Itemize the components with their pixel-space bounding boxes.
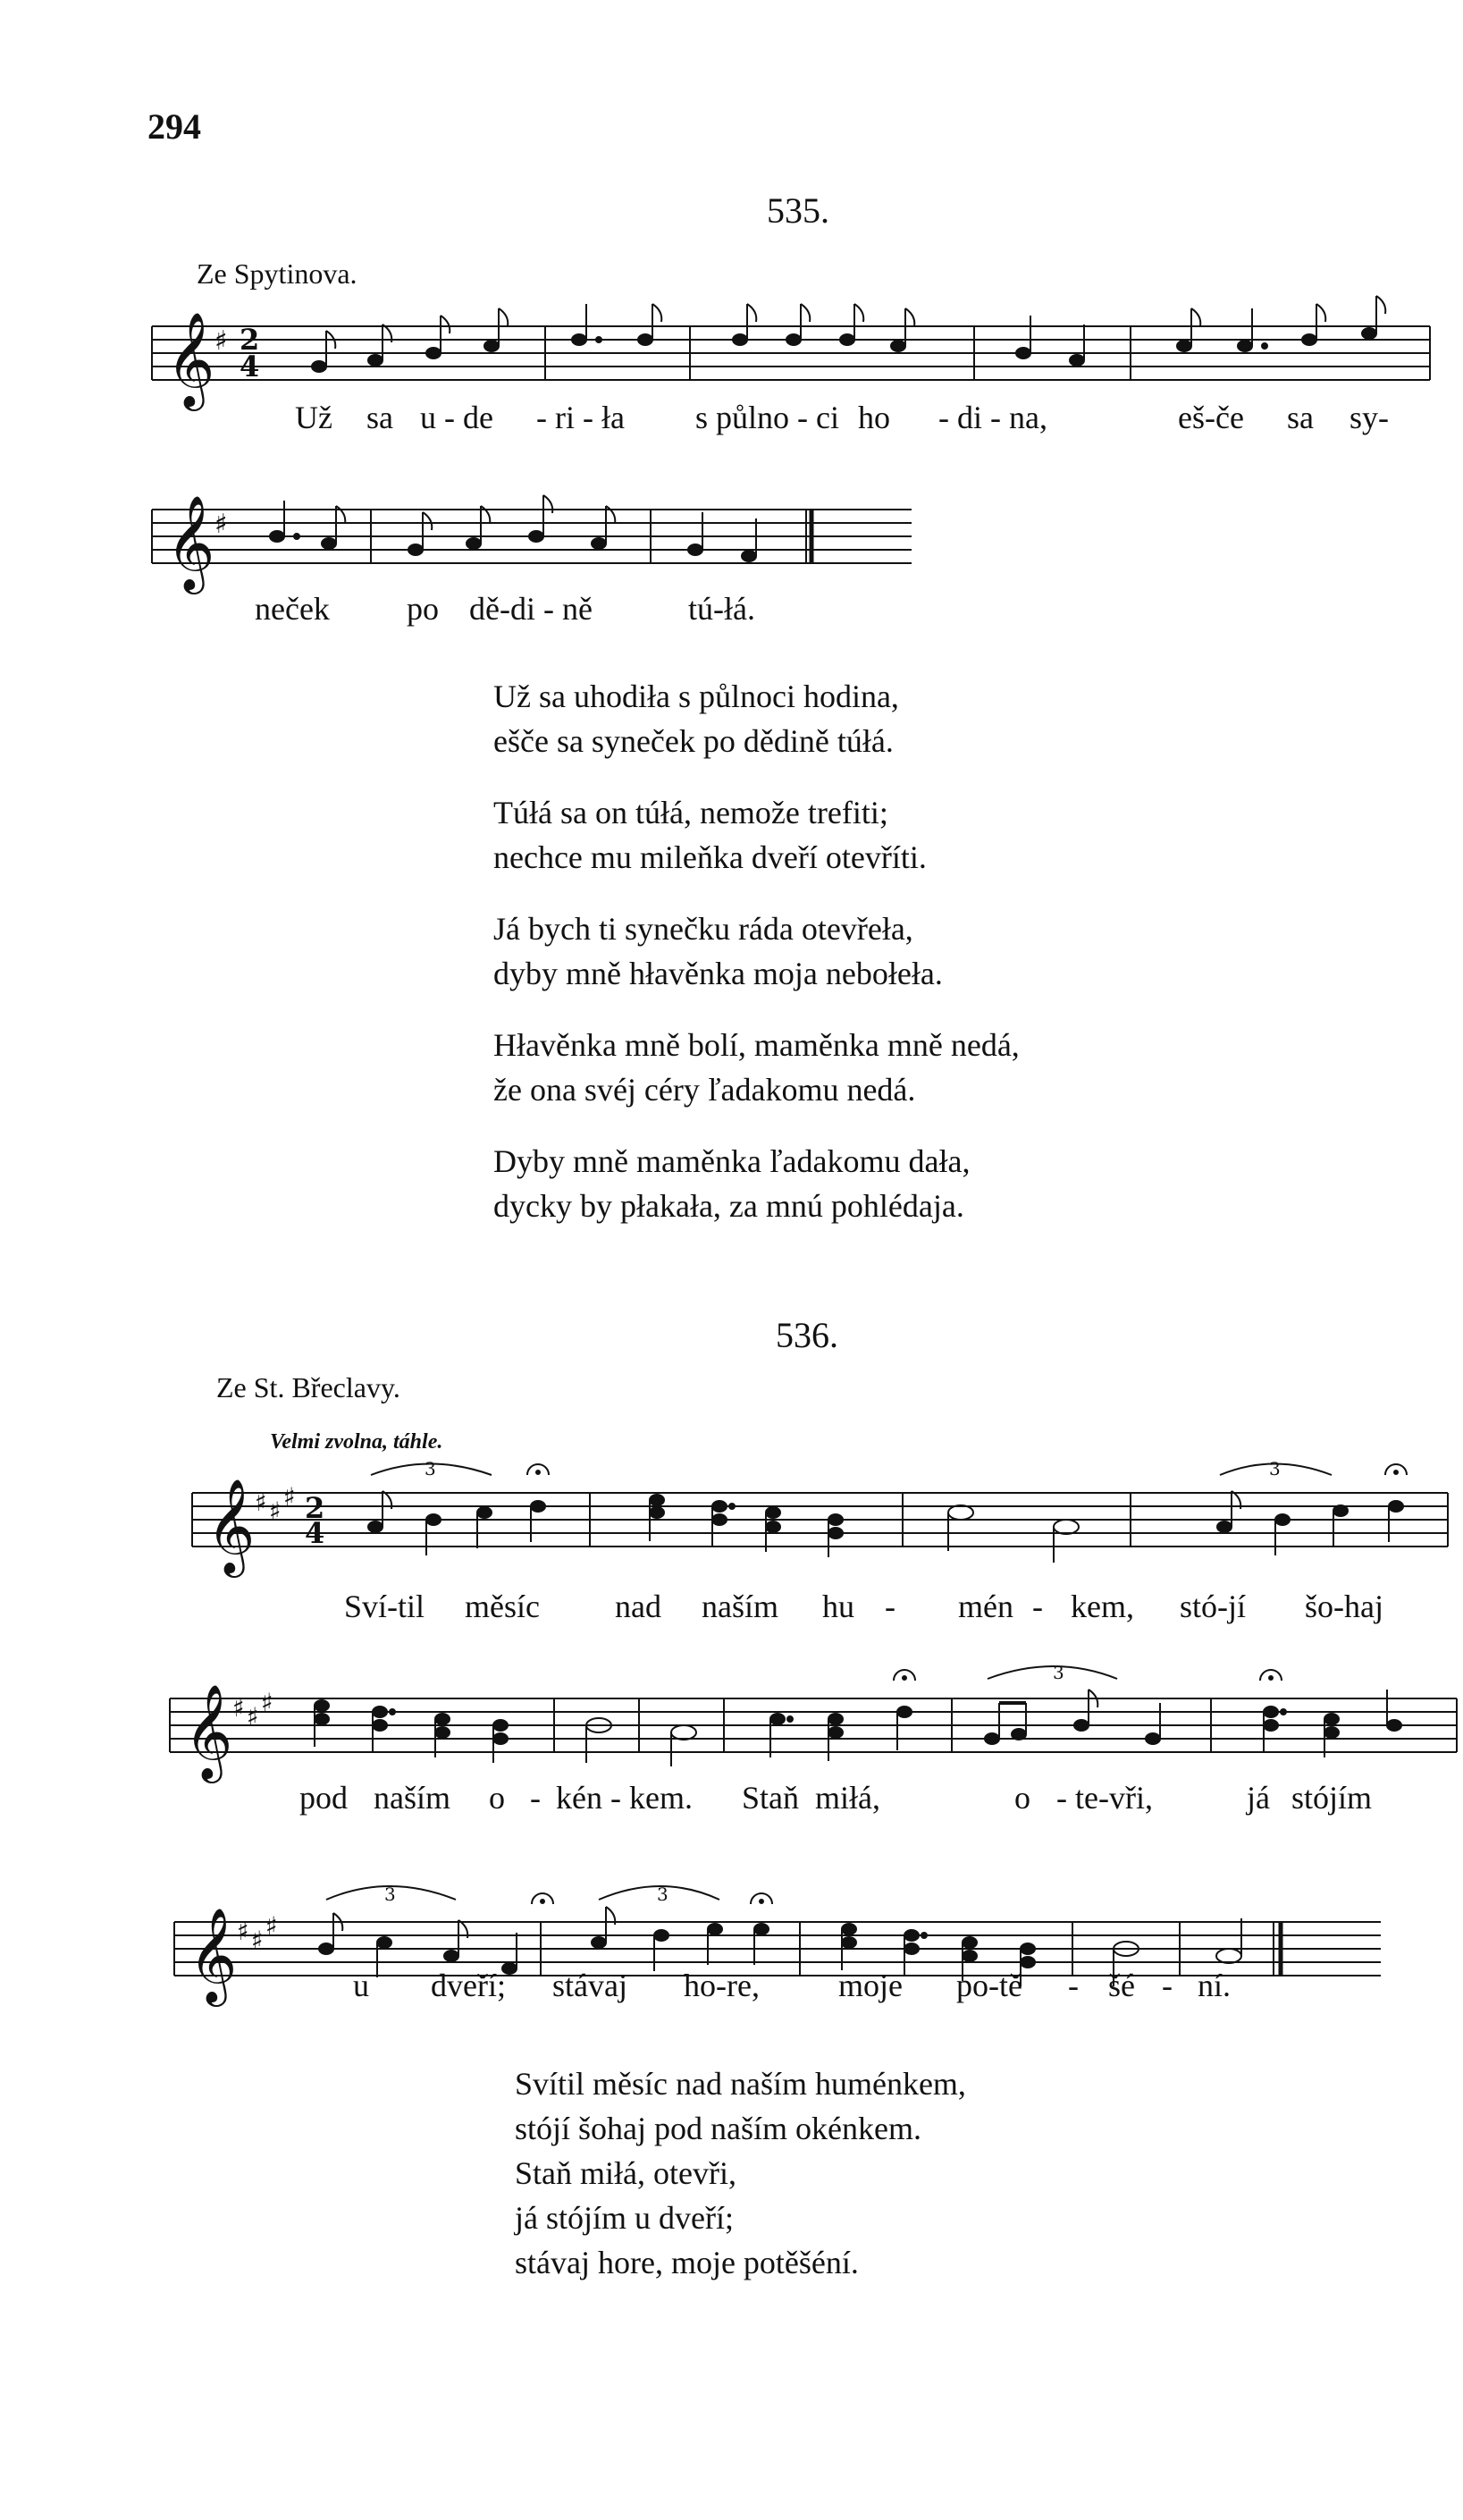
triplet-mark: 3 [1269, 1458, 1281, 1479]
stanza [493, 790, 1020, 880]
lyric-syllable: po [407, 591, 439, 627]
lyric-syllable: po-tě [956, 1968, 1022, 2003]
time-signature-bottom: 4 [305, 1516, 325, 1550]
page-number: 294 [147, 106, 201, 147]
lyric-syllable: Už [295, 400, 332, 435]
lyric-syllable: sy- [1349, 400, 1389, 435]
lyric-syllable: sa [1287, 400, 1314, 435]
lyric-syllable: stó-jí [1180, 1589, 1247, 1624]
lyric-syllable: - [1162, 1968, 1173, 2003]
lyric-syllable: u [353, 1968, 369, 2003]
lyric-syllable: o [489, 1780, 505, 1816]
stanza [493, 906, 1020, 996]
triplet-mark: 3 [1053, 1662, 1064, 1683]
music-staff [183, 1448, 1448, 1573]
triplet-mark: 3 [425, 1458, 436, 1479]
lyric-syllable: stójím [1291, 1780, 1373, 1816]
verse-line: nechce mu mileňka dveří otevříti. [493, 839, 927, 875]
lyric-syllable: o [1014, 1780, 1030, 1816]
lyric-syllable: stávaj [552, 1968, 627, 2003]
lyric-syllable: Sví-til [344, 1589, 425, 1624]
verse-line: stójí šohaj pod naším okénkem. [515, 2111, 921, 2146]
lyric-syllable: pod [299, 1780, 348, 1816]
verse-line: stávaj hore, moje potěšéní. [515, 2245, 859, 2280]
verse-line: Hłavěnka mně bolí, maměnka mně nedá, [493, 1027, 1020, 1063]
song-origin: Ze St. Břeclavy. [216, 1371, 400, 1403]
lyric-syllable: já [1247, 1780, 1270, 1816]
sharp-icon: ♯ [237, 1917, 249, 1946]
verse-block [515, 2061, 966, 2285]
lyric-syllable: šo-haj [1305, 1589, 1383, 1624]
sharp-icon: ♯ [232, 1693, 245, 1723]
verse-line: ešče sa syneček po dědině túłá. [493, 723, 894, 759]
treble-clef-icon: 𝄞 [184, 1683, 233, 1779]
verse-line: Dyby mně maměnka ľadakomu dała, [493, 1143, 971, 1179]
verse-line: dyby mně hłavěnka moja nebołeła. [493, 956, 943, 991]
triplet-mark: 3 [657, 1884, 668, 1905]
stanza [493, 1139, 1020, 1228]
stanza [515, 2061, 966, 2285]
lyric-syllable: neček [255, 591, 330, 627]
lyric-syllable: ho [858, 400, 890, 435]
verse-line: Už sa uhodiła s půlnoci hodina, [493, 678, 899, 714]
lyric-syllable: dě-di - ně [469, 591, 593, 627]
time-signature-top: 2 [240, 323, 260, 357]
sharp-icon: ♯ [247, 1702, 259, 1732]
stanza [493, 674, 1020, 763]
song-origin: Ze Spytinova. [197, 257, 357, 290]
lyric-syllable: s půlno - ci [695, 400, 839, 435]
verse-line: že ona svéj céry ľadakomu nedá. [493, 1072, 916, 1108]
lyric-syllable: moje [838, 1968, 903, 2003]
treble-clef-icon: 𝄞 [206, 1478, 256, 1573]
stanza [493, 1023, 1020, 1112]
verse-line: já stójím u dveří; [515, 2200, 734, 2236]
music-staff [143, 291, 1430, 407]
music-staff [143, 483, 912, 590]
lyric-syllable: ho-re, [684, 1968, 760, 2003]
lyric-syllable: - [530, 1780, 541, 1816]
lyric-syllable: Staň [742, 1780, 800, 1816]
song-number: 536. [776, 1315, 838, 1355]
lyric-syllable: miłá, [815, 1780, 880, 1816]
verse-line: dycky by płakała, za mnú pohlédaja. [493, 1188, 964, 1224]
song-number: 535. [767, 190, 829, 231]
lyric-syllable: měsíc [465, 1589, 540, 1624]
sharp-icon: ♯ [265, 1911, 278, 1941]
lyric-syllable: naším [702, 1589, 778, 1624]
lyric-syllable: - [885, 1589, 895, 1624]
lyric-syllable: ní. [1198, 1968, 1232, 2003]
lyric-syllable: - [1068, 1968, 1079, 2003]
lyric-syllable: tú-łá. [688, 591, 755, 627]
sharp-icon: ♯ [214, 509, 228, 540]
sharp-icon: ♯ [283, 1482, 296, 1512]
time-signature-top: 2 [305, 1491, 325, 1525]
time-signature-bottom: 4 [240, 350, 260, 383]
treble-clef-icon: 𝄞 [166, 494, 215, 590]
lyric-syllable: - te-vři, [1056, 1780, 1153, 1816]
verse-line: Já bych ti synečku ráda otevřeła, [493, 911, 913, 947]
lyric-syllable: kén - kem. [556, 1780, 693, 1816]
treble-clef-icon: 𝄞 [189, 1907, 238, 2002]
lyric-syllable: hu [822, 1589, 854, 1624]
lyric-syllable: kem, [1071, 1589, 1134, 1624]
lyric-syllable: - [1032, 1589, 1043, 1624]
triplet-mark: 3 [384, 1884, 396, 1905]
sharp-icon: ♯ [255, 1488, 267, 1517]
lyric-syllable: sa [366, 400, 393, 435]
verse-line: Svítil měsíc nad naším huménkem, [515, 2066, 966, 2102]
verse-line: Túłá sa on túłá, nemože trefiti; [493, 795, 888, 830]
lyric-syllable: nad [615, 1589, 661, 1624]
lyric-syllable: - di - na, [938, 400, 1047, 435]
tempo-marking: Velmi zvolna, táhle. [270, 1430, 443, 1454]
sharp-icon: ♯ [214, 325, 228, 357]
lyric-syllable: - ri - ła [536, 400, 625, 435]
sharp-icon: ♯ [261, 1688, 273, 1717]
lyric-syllable: mén [958, 1589, 1013, 1624]
sharp-icon: ♯ [251, 1926, 264, 1955]
verse-block [493, 674, 1020, 1255]
sharp-icon: ♯ [269, 1496, 282, 1526]
lyric-syllable: šé [1108, 1968, 1135, 2003]
lyric-syllable: dveří; [431, 1968, 506, 2003]
lyric-syllable: naším [374, 1780, 450, 1816]
verse-line: Staň miłá, otevři, [515, 2155, 736, 2191]
music-staff [161, 1636, 1457, 1779]
lyric-syllable: u - de [420, 400, 493, 435]
lyric-syllable: eš-če [1178, 400, 1244, 435]
treble-clef-icon: 𝄞 [166, 311, 215, 407]
